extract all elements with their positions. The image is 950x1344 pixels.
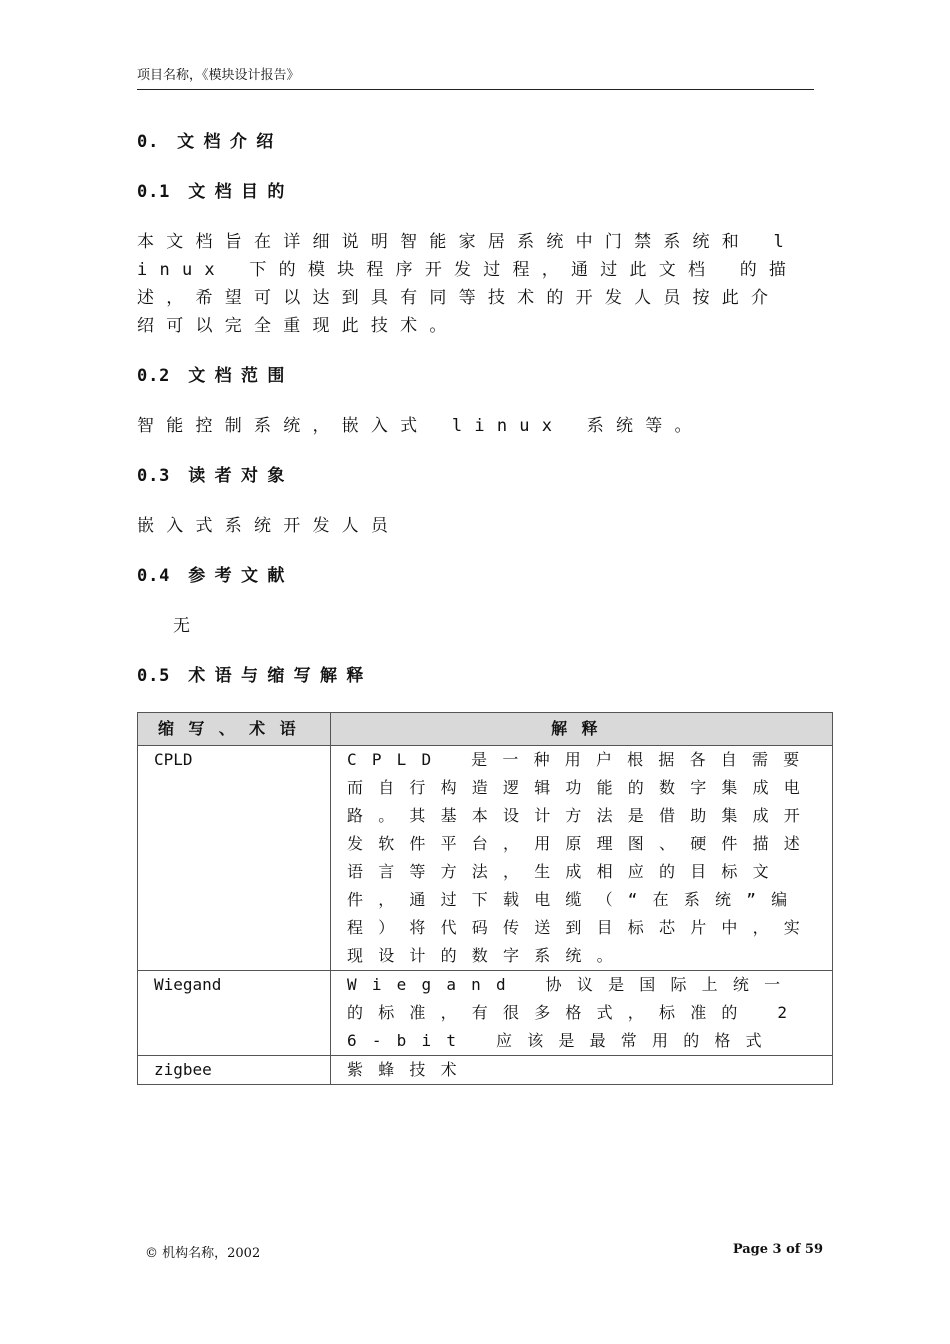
section-heading-0-4 — [137, 562, 833, 590]
document-body — [137, 128, 833, 1085]
explanation-cell: CPLD 是一种用户根据各自需要而自行构造逻辑功能的数字集成电路。其基本设计方法是借助集成开发软件平台，用原理图、硬件描述语言等方法，生成相应的目标文件，通过下载电缆（“在系统”编程）将代码传送到目标芯片中，实现设计的数字系统。 — [331, 746, 833, 971]
explanation-cell: Wiegand 协议是国际上统一的标准，有很多格式，标准的 26-bit 应该是最常用的格式 — [331, 971, 833, 1056]
section-title: 文档目的 — [188, 182, 294, 202]
footer-page-number: Page 3 of 59 — [732, 1242, 823, 1257]
section-number: 0.4 — [137, 566, 171, 586]
term-cell: CPLD — [138, 746, 331, 971]
section-body-0-3: 嵌入式系统开发人员 — [137, 516, 401, 536]
section-number: 0.3 — [137, 466, 171, 486]
term-cell: Wiegand — [138, 971, 331, 1056]
section-heading-0-1 — [137, 178, 833, 206]
section-body-0-2: 智能控制系统，嵌入式 linux 系统等。 — [137, 416, 704, 436]
table-header-row — [138, 713, 833, 746]
table-row — [138, 746, 833, 971]
section-title: 术语与缩写解释 — [188, 666, 373, 686]
section-number: 0.2 — [137, 366, 171, 386]
section-body-0-1: 本文档旨在详细说明智能家居系统中门禁系统和 linux 下的模块程序开发过程，通过此文档 的描述，希望可以达到具有同等技术的开发人员按此介绍可以完全重现此技术。 — [137, 232, 799, 336]
column-header-term: 缩写、术语 — [138, 713, 331, 746]
section-title: 文档范围 — [188, 366, 294, 386]
section-title: 参考文献 — [188, 566, 294, 586]
section-title: 读者对象 — [188, 466, 294, 486]
section-number: 0.1 — [137, 182, 171, 202]
term-cell: zigbee — [138, 1056, 331, 1085]
explanation-cell: 紫蜂技术 — [331, 1056, 833, 1085]
section-heading-0 — [137, 128, 833, 156]
section-title: 文档介绍 — [177, 132, 283, 152]
table-row — [138, 971, 833, 1056]
page-header: 项目名称，《模块设计报告》 — [137, 64, 814, 90]
table-row — [138, 1056, 833, 1085]
section-number: 0.5 — [137, 666, 171, 686]
section-heading-0-2 — [137, 362, 833, 390]
footer-copyright: © 机构名称，2002 — [145, 1246, 261, 1261]
section-heading-0-3 — [137, 462, 833, 490]
section-number: 0. — [137, 132, 160, 152]
column-header-explanation: 解释 — [331, 713, 833, 746]
section-heading-0-5 — [137, 662, 833, 690]
terms-table — [137, 712, 833, 1085]
section-body-0-4: 无 — [173, 616, 197, 636]
